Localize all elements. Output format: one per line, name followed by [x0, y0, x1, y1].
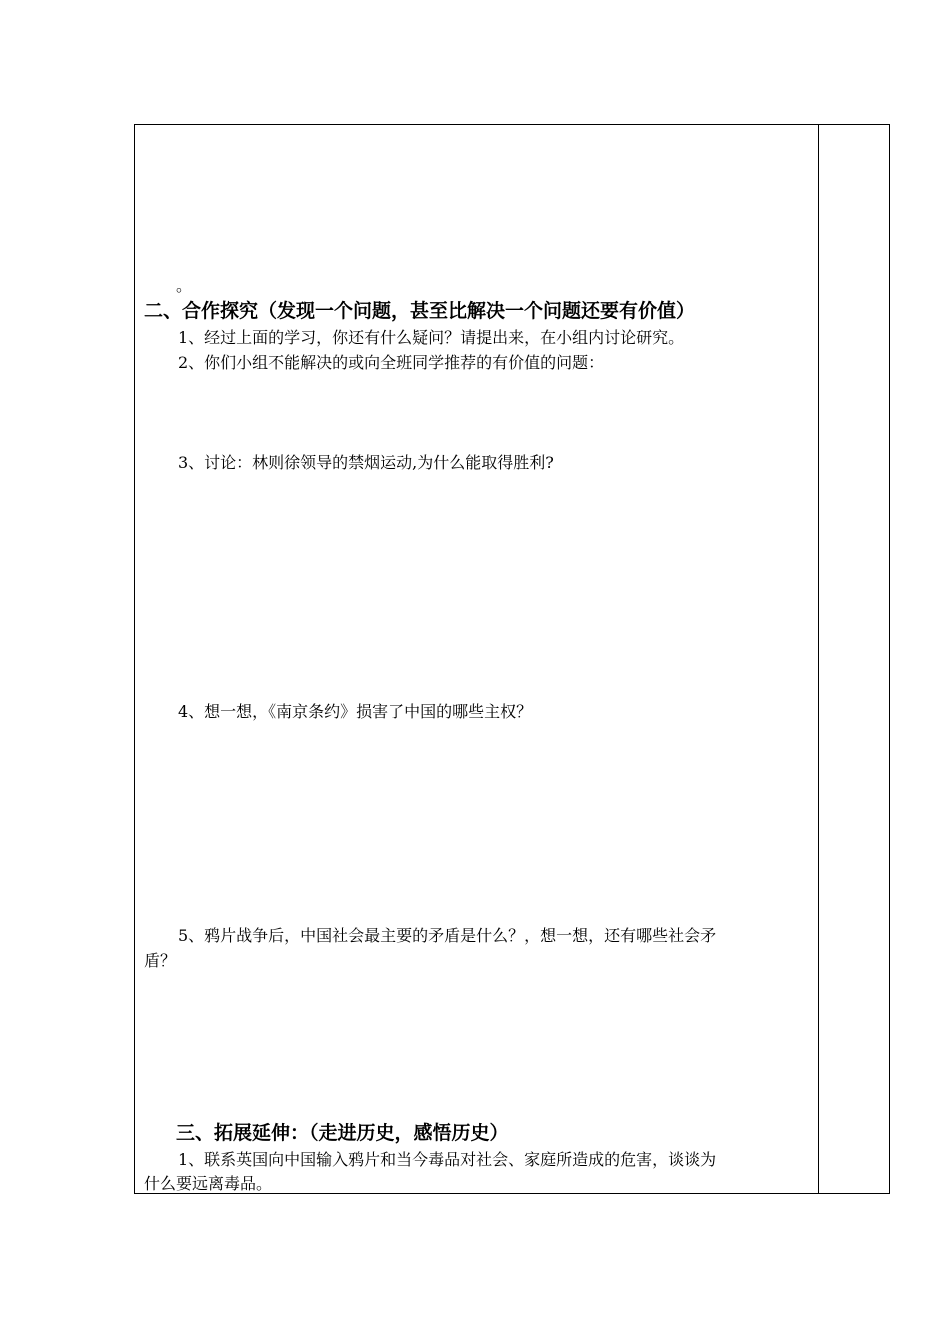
stray-period-mark: 。 [176, 276, 193, 295]
section3-question-1-line1: 1、联系英国向中国输入鸦片和当今毒品对社会、家庭所造成的危害，谈谈为 [178, 1150, 717, 1169]
section2-question-5-line1: 5、鸦片战争后，中国社会最主要的矛盾是什么？，想一想，还有哪些社会矛 [178, 926, 717, 945]
section2-heading: 二、合作探究（发现一个问题，甚至比解决一个问题还要有价值） [144, 300, 696, 322]
section2-question-5-line2: 盾？ [144, 951, 177, 970]
table-column-divider [818, 125, 819, 1193]
section2-question-4: 4、想一想，《南京条约》损害了中国的哪些主权？ [178, 702, 533, 721]
section3-question-1-line2: 什么要远离毒品。 [144, 1174, 273, 1193]
worksheet-table [134, 124, 890, 1194]
section3-heading: 三、拓展延伸：（走进历史，感悟历史） [176, 1122, 509, 1144]
section2-question-1: 1、经过上面的学习，你还有什么疑问？请提出来，在小组内讨论研究。 [178, 328, 685, 347]
section2-question-3: 3、讨论：林则徐领导的禁烟运动,为什么能取得胜利? [178, 453, 554, 472]
section2-question-2: 2、你们小组不能解决的或向全班同学推荐的有价值的问题： [178, 353, 605, 372]
